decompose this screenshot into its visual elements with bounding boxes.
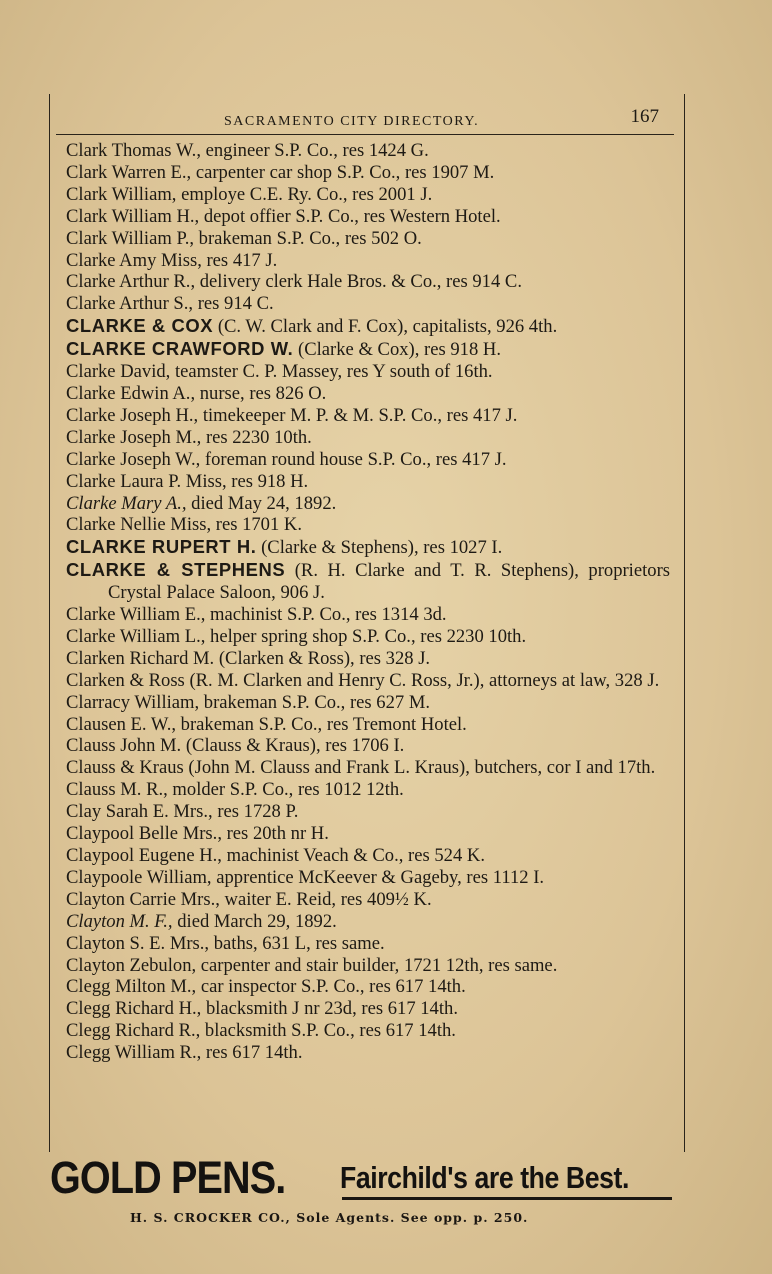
directory-entry <box>66 140 670 162</box>
directory-entry <box>66 823 670 845</box>
entry-details: car inspector S.P. Co., res 617 14th. <box>196 976 466 998</box>
directory-entry <box>66 801 670 823</box>
entry-details: res 617 14th. <box>201 1042 303 1064</box>
directory-entry <box>66 206 670 228</box>
entry-name: Clauss & Kraus <box>66 757 184 779</box>
entry-details: engineer S.P. Co., res 1424 G. <box>200 140 429 161</box>
ad-underline <box>342 1197 672 1200</box>
entry-name: Clarke Nellie Miss, <box>66 514 212 536</box>
entry-details: brakeman S.P. Co., res Tremont Hotel. <box>176 713 467 735</box>
entry-details: died March 29, 1892. <box>172 910 337 932</box>
entry-name: Clarken Richard M. <box>66 647 215 669</box>
entry-name: Clegg Milton M., <box>66 976 197 998</box>
directory-entry <box>66 1042 670 1064</box>
entry-name: Clarke Laura P. Miss, <box>66 470 227 492</box>
directory-entry <box>66 714 670 736</box>
directory-entry <box>66 449 670 471</box>
directory-entry <box>66 757 670 779</box>
entry-details: brakeman S.P. Co., res 502 O. <box>194 227 422 249</box>
entry-name: Clark William, <box>66 183 177 205</box>
entry-name: Clayton S. E. Mrs., <box>66 932 210 954</box>
ad-tagline: Fairchild's are the Best. <box>340 1160 629 1195</box>
entry-name: Clegg Richard H., <box>66 998 202 1020</box>
entry-name: CLARKE & COX <box>66 315 214 337</box>
entry-name: Clarken & Ross <box>66 669 185 691</box>
entry-name: Clarracy William, <box>66 691 200 713</box>
directory-entry <box>66 779 670 801</box>
entry-name: Clayton M. F., <box>66 910 173 932</box>
entry-details: carpenter and stair builder, 1721 12th, res same. <box>196 954 558 976</box>
entry-details: (Clarke & Cox), res 918 H. <box>293 339 501 361</box>
directory-entry <box>66 845 670 867</box>
directory-entry <box>66 427 670 449</box>
entry-name: Clegg Richard R., <box>66 1020 201 1042</box>
entry-details: waiter E. Reid, res 409½ K. <box>219 888 432 910</box>
directory-entry <box>66 692 670 714</box>
directory-entry <box>66 976 670 998</box>
directory-entry <box>66 670 670 692</box>
entry-details: blacksmith J nr 23d, res 617 14th. <box>201 998 458 1020</box>
entry-details: res 1728 P. <box>212 801 299 823</box>
directory-entry <box>66 184 670 206</box>
directory-entry-featured <box>66 338 670 361</box>
entry-name: Claypoole William, <box>66 866 212 888</box>
directory-entry <box>66 162 670 184</box>
entry-details: machinist Veach & Co., res 524 K. <box>221 845 485 866</box>
entry-name: Clarke Amy Miss, <box>66 249 202 271</box>
entry-details: delivery clerk Hale Bros. & Co., res 914 C. <box>195 271 522 293</box>
directory-entry <box>66 271 670 293</box>
entry-name: Claypool Belle Mrs., <box>66 823 222 845</box>
directory-entry <box>66 604 670 626</box>
entry-name: Clark Warren E., <box>66 161 192 183</box>
entry-details: res 2230 10th. <box>201 426 312 448</box>
entry-name: Clarke Edwin A., <box>66 382 196 404</box>
directory-entry <box>66 648 670 670</box>
entry-name: Clark Thomas W., <box>66 140 201 161</box>
entry-details: apprentice McKeever & Gageby, res 1112 I. <box>211 866 545 888</box>
directory-entry <box>66 867 670 889</box>
entry-details: res 417 J. <box>201 249 278 271</box>
directory-listing <box>66 140 670 1064</box>
directory-entry-deceased <box>66 911 670 933</box>
directory-entry <box>66 998 670 1020</box>
entry-name: Clarke Arthur S., <box>66 293 194 315</box>
directory-entry <box>66 889 670 911</box>
directory-entry-featured <box>66 315 670 338</box>
entry-details: died May 24, 1892. <box>186 492 337 514</box>
entry-name: Clay Sarah E. Mrs., <box>66 801 213 823</box>
header-rule <box>56 134 674 135</box>
directory-entry-featured <box>66 559 670 604</box>
directory-entry <box>66 955 670 977</box>
entry-name: Clarke William E., <box>66 604 206 626</box>
entry-details: employe C.E. Ry. Co., res 2001 J. <box>176 183 433 205</box>
entry-name: Clauss M. R., <box>66 779 168 801</box>
entry-details: res 918 H. <box>226 470 309 492</box>
entry-name: Clayton Zebulon, <box>66 954 197 976</box>
directory-entry <box>66 626 670 648</box>
entry-details: (R. M. Clarken and Henry C. Ross, Jr.), attorneys at law, 328 J. <box>184 669 660 691</box>
entry-details: machinist S.P. Co., res 1314 3d. <box>205 604 447 626</box>
directory-entry <box>66 735 670 757</box>
directory-entry <box>66 383 670 405</box>
page-number: 167 <box>630 106 659 127</box>
entry-details: (Clauss & Kraus), res 1706 I. <box>181 735 405 757</box>
entry-details: helper spring shop S.P. Co., res 2230 10th. <box>205 625 527 647</box>
entry-name: Clauss John M. <box>66 735 182 757</box>
entry-name: Clarke William L., <box>66 625 206 647</box>
entry-details: res 1701 K. <box>211 514 302 536</box>
entry-details: (Clarken & Ross), res 328 J. <box>214 647 431 669</box>
advertisement <box>50 1152 674 1212</box>
entry-name: Clarke Joseph H., <box>66 404 199 426</box>
entry-name: Clegg William R., <box>66 1042 202 1064</box>
entry-details: res 914 C. <box>193 293 274 315</box>
directory-entry <box>66 228 670 250</box>
entry-details: res 20th nr H. <box>221 823 329 845</box>
directory-entry <box>66 933 670 955</box>
directory-entry <box>66 293 670 315</box>
entry-name: Clarke Joseph W., <box>66 448 201 470</box>
ad-headline: GOLD PENS. <box>50 1152 286 1203</box>
directory-entry <box>66 1020 670 1042</box>
entry-name: Clark William P., <box>66 227 195 249</box>
running-title: SACRAMENTO CITY DIRECTORY. <box>224 114 480 129</box>
entry-name: Clarke David, <box>66 361 171 383</box>
entry-name: Clark William H., <box>66 205 200 227</box>
entry-details: timekeeper M. P. & M. S.P. Co., res 417 J. <box>198 404 518 426</box>
ad-agents-line: H. S. CROCKER CO., Sole Agents. See opp. p. 250. <box>130 1210 529 1225</box>
entry-details: (C. W. Clark and F. Cox), capitalists, 926 4th. <box>213 316 558 338</box>
entry-name: Clarke Mary A., <box>66 492 187 514</box>
entry-name: CLARKE CRAWFORD W. <box>66 338 294 360</box>
entry-details: foreman round house S.P. Co., res 417 J. <box>200 448 507 470</box>
entry-details: nurse, res 826 O. <box>195 382 327 404</box>
directory-entry <box>66 471 670 493</box>
directory-entry <box>66 250 670 272</box>
entry-details: molder S.P. Co., res 1012 12th. <box>167 779 404 801</box>
directory-entry-featured <box>66 536 670 559</box>
entry-name: Claypool Eugene H., <box>66 845 222 866</box>
directory-entry <box>66 405 670 427</box>
entry-name: Clayton Carrie Mrs., <box>66 888 220 910</box>
entry-details: (John M. Clauss and Frank L. Kraus), butchers, cor I and 17th. <box>183 757 656 779</box>
page-header <box>49 106 685 132</box>
entry-name: CLARKE RUPERT H. <box>66 536 257 558</box>
directory-entry <box>66 361 670 383</box>
entry-name: CLARKE & STEPHENS <box>66 559 286 581</box>
entry-details: (R. H. Clarke and T. R. Stephens), proprietors Crystal Palace Saloon, 906 J. <box>108 560 670 604</box>
entry-name: Clausen E. W., <box>66 713 177 735</box>
entry-details: brakeman S.P. Co., res 627 M. <box>199 691 431 713</box>
directory-entry <box>66 514 670 536</box>
entry-details: teamster C. P. Massey, res Y south of 16th. <box>170 361 493 383</box>
entry-details: (Clarke & Stephens), res 1027 I. <box>256 537 503 559</box>
entry-name: Clarke Joseph M., <box>66 426 202 448</box>
entry-details: baths, 631 L, res same. <box>209 932 385 954</box>
entry-details: carpenter car shop S.P. Co., res 1907 M. <box>191 161 495 183</box>
entry-name: Clarke Arthur R., <box>66 271 196 293</box>
entry-details: depot offier S.P. Co., res Western Hotel. <box>199 205 501 227</box>
directory-entry-deceased <box>66 493 670 515</box>
entry-details: blacksmith S.P. Co., res 617 14th. <box>200 1020 456 1042</box>
